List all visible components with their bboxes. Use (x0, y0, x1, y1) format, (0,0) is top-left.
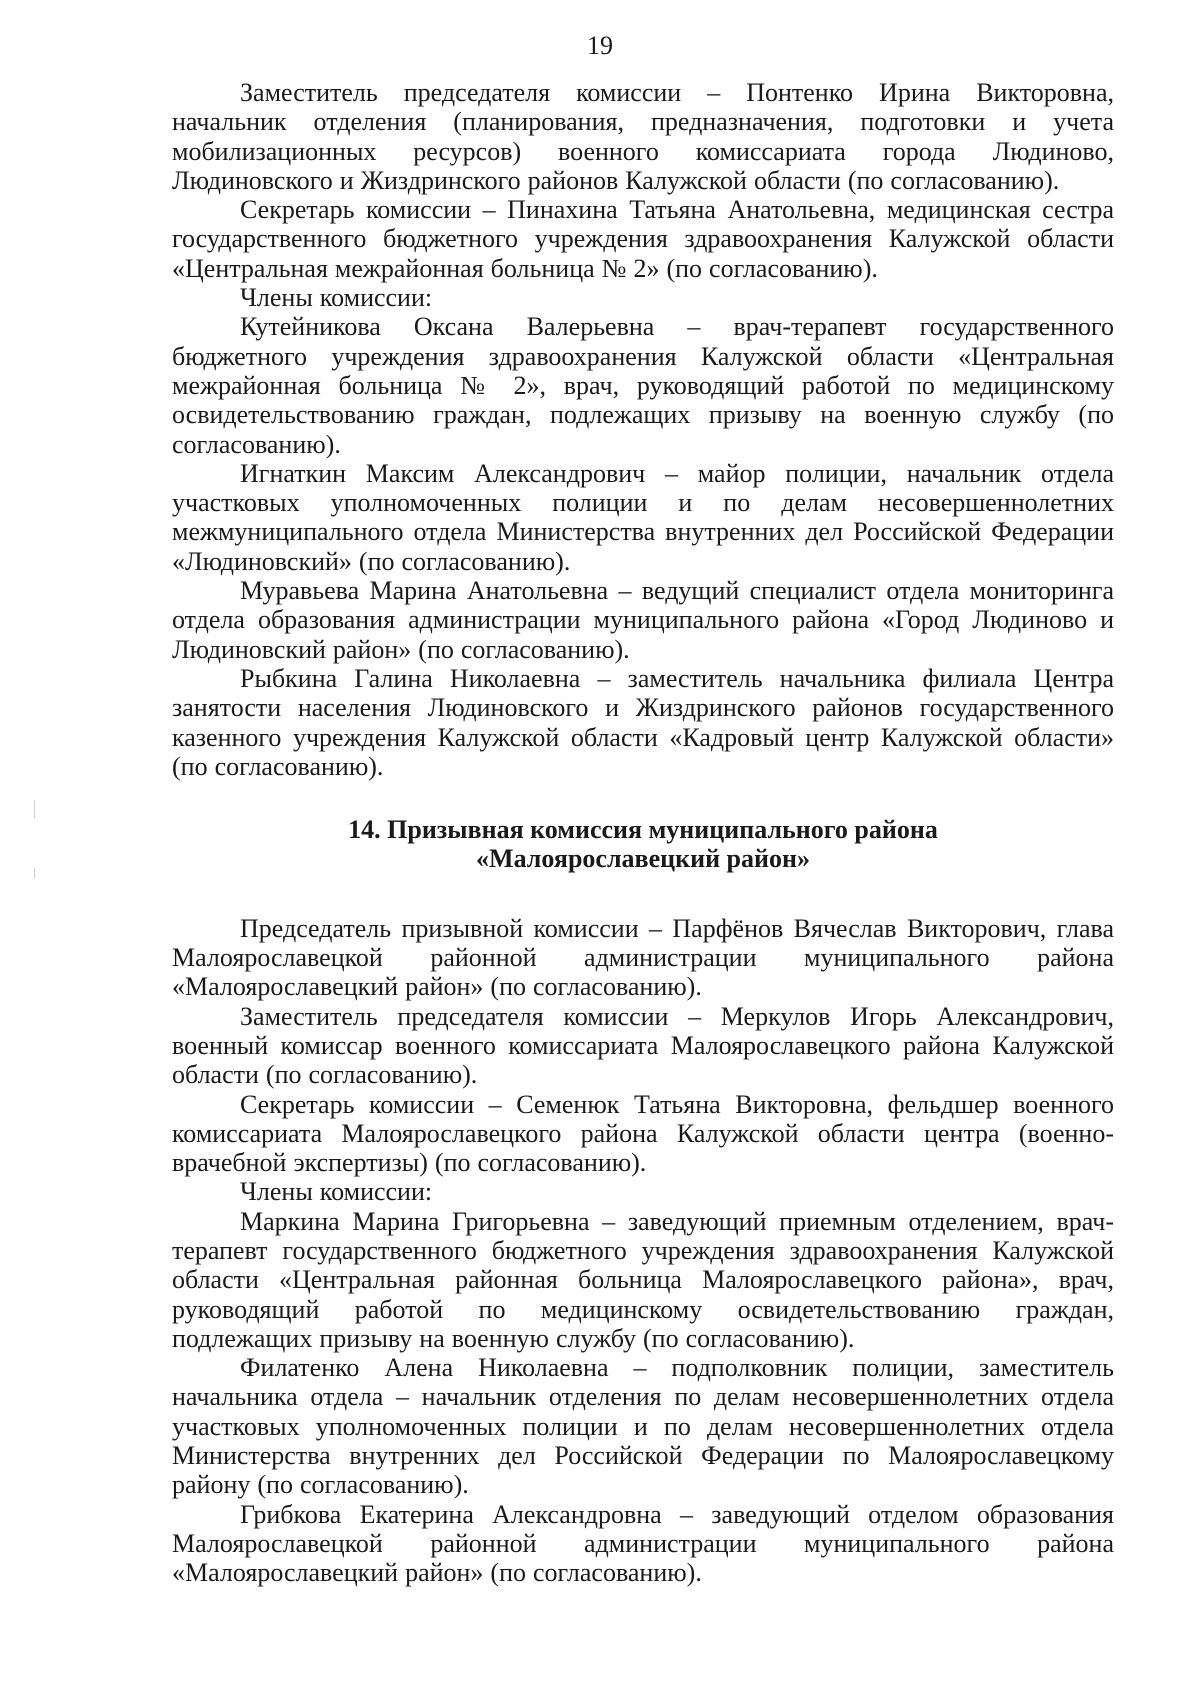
member-paragraph: Филатенко Алена Николаевна – подполковник полиции, заместитель начальника отдела – начальник отделения по делам несовершеннолетних отдела участковых уполномоченных полиции и по делам несовершеннолетних отдела Министерства внутренних дел Российской Федерации по Малоярославецкому району (по согласованию). (172, 1353, 1114, 1500)
secretary-paragraph: Секретарь комиссии – Пинахина Татьяна Анатольевна, медицинская сестра государственного бюджетного учреждения здравоохранения Калужской области «Центральная межрайонная больница № 2» (по согласованию). (172, 195, 1114, 283)
chairman-paragraph: Председатель призывной комиссии – Парфёнов Вячеслав Викторович, глава Малоярославецкой районной администрации муниципального района «Малоярославецкий район» (по согласованию). (172, 913, 1114, 1002)
deputy-chairman-paragraph: Заместитель председателя комиссии – Понтенко Ирина Викторовна, начальник отделения (планирования, предназначения, подготовки и учета мобилизационных ресурсов) военного комиссариата города Людиново, Людиновского и Жиздринского районов Калужской области (по согласованию). (172, 78, 1114, 195)
deputy-chairman-paragraph: Заместитель председателя комиссии – Меркулов Игорь Александрович, военный комиссар военного комиссариата Малоярославецкого района Калужской области (по согласованию). (172, 1001, 1114, 1090)
scan-edge-mark-bottom (34, 868, 35, 878)
member-paragraph: Муравьева Марина Анатольевна – ведущий специалист отдела мониторинга отдела образования администрации муниципального района «Город Людиново и Людиновский район» (по согласованию). (172, 576, 1114, 664)
section-heading-line-2: «Малоярославецкий район» (476, 844, 810, 874)
spacer (172, 874, 1114, 914)
scan-edge-mark-top (34, 800, 35, 818)
member-paragraph: Грибкова Екатерина Александровна – заведующий отделом образования Малоярославецкой районной администрации муниципального района «Малоярославецкий район» (по согласованию). (172, 1499, 1114, 1588)
members-label: Члены комиссии: (240, 283, 433, 313)
member-paragraph: Кутейникова Оксана Валерьевна – врач-терапевт государственного бюджетного учреждения здравоохранения Калужской области «Центральная межрайонная больница № 2», врач, руководящий работой по медицинскому освидетельствованию граждан, подлежащих призыву на военную службу (по согласованию). (172, 312, 1114, 459)
member-paragraph: Игнаткин Максим Александрович – майор полиции, начальник отдела участковых уполномоченных полиции и по делам несовершеннолетних межмуниципального отдела Министерства внутренних дел Российской Федерации «Людиновский» (по согласованию). (172, 458, 1114, 576)
section-heading-line-1: 14. Призывная комиссия муниципального района (348, 815, 938, 845)
spacer (172, 781, 1114, 815)
member-paragraph: Рыбкина Галина Николаевна – заместитель начальника филиала Центра занятости населения Людиновского и Жиздринского районов государственного казенного учреждения Калужской области «Кадровый центр Калужской области» (по согласованию). (172, 663, 1114, 781)
member-paragraph: Маркина Марина Григорьевна – заведующий приемным отделением, врач-терапевт государственного бюджетного учреждения здравоохранения Калужской области «Центральная районная больница Малоярославецкого района», врач, руководящий работой по медицинскому освидетельствованию граждан, подлежащих призыву на военную службу (по согласованию). (172, 1206, 1114, 1353)
page-number: 19 (587, 31, 613, 60)
members-label: Члены комиссии: (240, 1177, 433, 1207)
secretary-paragraph: Секретарь комиссии – Семенюк Татьяна Викторовна, фельдшер военного комиссариата Малоярославецкого района Калужской области центра (военно-врачебной экспертизы) (по согласованию). (172, 1089, 1114, 1178)
document-body (172, 78, 1114, 1588)
